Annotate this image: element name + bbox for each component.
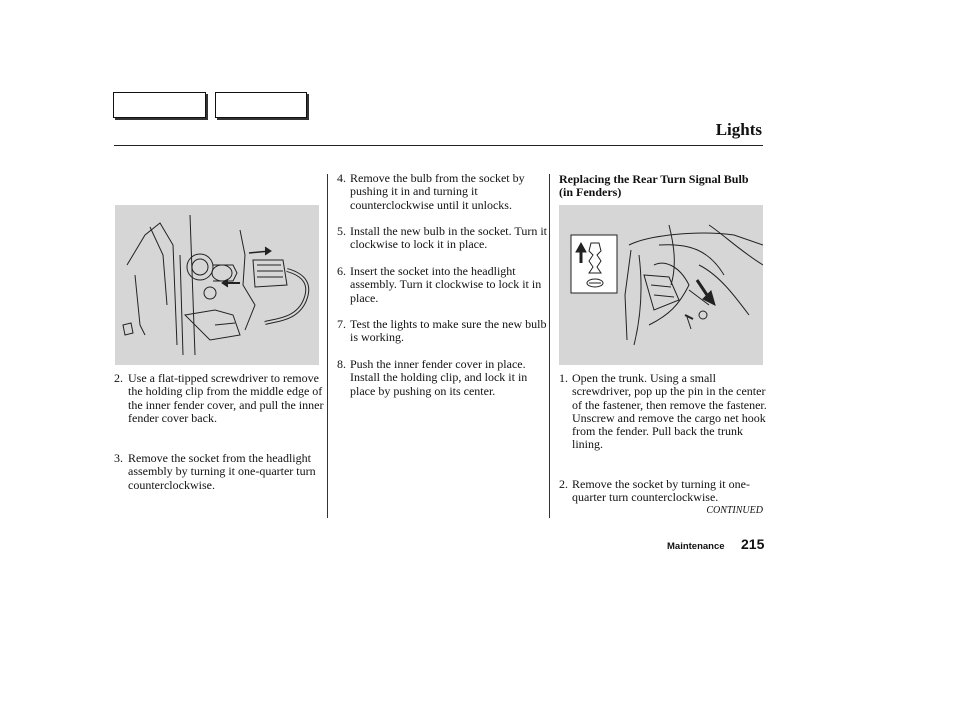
headlight-socket-illustration [115, 205, 319, 365]
step-number: 4. [337, 171, 346, 185]
section-heading: Replacing the Rear Turn Signal Bulb (in Fenders) [559, 172, 749, 200]
step-text: Remove the socket from the headlight assembly by turning it one-quarter turn counterclockwise. [128, 451, 316, 492]
step-text: Remove the socket by turning it one-quarter turn counterclockwise. [572, 477, 750, 505]
step-number: 8. [337, 357, 346, 371]
step-number: 7. [337, 317, 346, 331]
step-number: 6. [337, 264, 346, 278]
list-item [337, 172, 547, 212]
column-divider [549, 174, 550, 518]
step-text: Test the lights to make sure the new bulb is working. [350, 317, 547, 345]
list-item [559, 478, 769, 505]
step-number: 5. [337, 224, 346, 238]
step-number: 2. [559, 477, 568, 491]
next-page-button[interactable] [215, 92, 307, 118]
footer-section-name: Maintenance [667, 541, 725, 552]
list-item [337, 265, 547, 305]
list-item [559, 372, 769, 452]
column-divider [327, 174, 328, 518]
rear-trunk-fastener-illustration [559, 205, 763, 365]
step-text: Insert the socket into the headlight assembly. Turn it clockwise to lock it in place. [350, 264, 542, 305]
page-number: 215 [741, 536, 765, 552]
list-item [337, 358, 547, 398]
list-item [114, 452, 324, 492]
list-item [114, 372, 324, 425]
step-text: Open the trunk. Using a small screwdriver, pop up the pin in the center of the fastener, then remove the fastener. Unscrew and remove the cargo net hook from the fender. Pull back the trunk lining. [572, 371, 767, 452]
step-number: 2. [114, 371, 123, 385]
step-text: Push the inner fender cover in place. Install the holding clip, and lock it in place by pushing on its center. [350, 357, 528, 398]
step-number: 3. [114, 451, 123, 465]
step-text: Use a flat-tipped screwdriver to remove the holding clip from the middle edge of the inner fender cover, and pull the inner fender cover back. [128, 371, 324, 425]
list-item [337, 225, 547, 252]
continued-label: CONTINUED [706, 505, 763, 516]
list-item [337, 318, 547, 345]
title-divider [114, 145, 763, 146]
page-title: Lights [715, 120, 762, 139]
previous-page-button[interactable] [113, 92, 206, 118]
step-text: Install the new bulb in the socket. Turn it clockwise to lock it in place. [350, 224, 547, 252]
step-number: 1. [559, 371, 568, 385]
step-text: Remove the bulb from the socket by pushing it in and turning it counterclockwise until it unlocks. [350, 171, 525, 212]
